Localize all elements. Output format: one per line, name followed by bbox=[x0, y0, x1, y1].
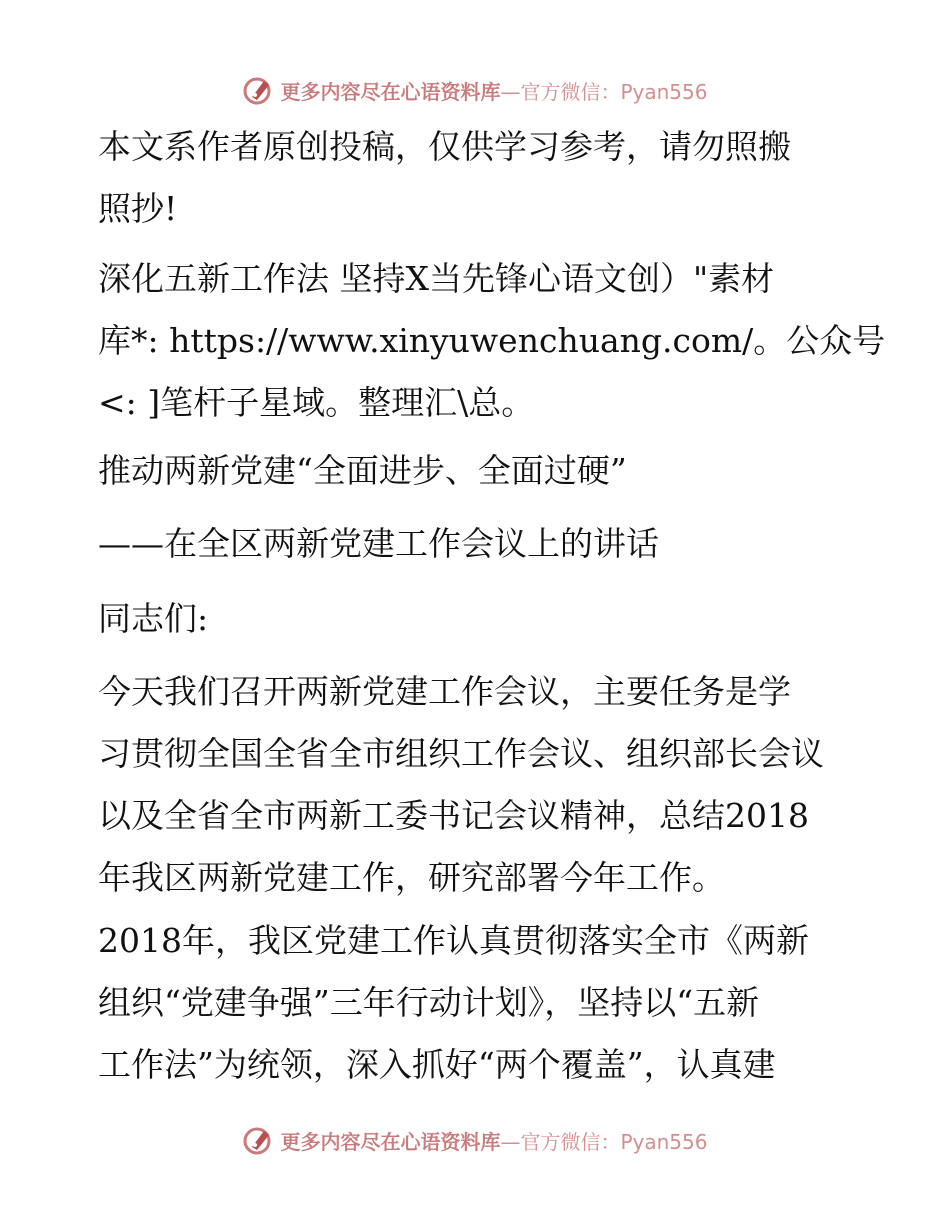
text-line: 今天我们召开两新党建工作会议，主要任务是学 bbox=[98, 672, 791, 711]
text-line: 同志们: bbox=[98, 599, 209, 638]
paragraph-disclaimer bbox=[98, 116, 858, 240]
document-subtitle bbox=[98, 513, 858, 575]
watermark-wechat-text: —官方微信：Pyan556 bbox=[500, 1129, 708, 1154]
watermark-footer bbox=[0, 1120, 950, 1160]
watermark-main-text: 更多内容尽在心语资料库 bbox=[280, 1129, 501, 1154]
paragraph-intro bbox=[98, 661, 858, 909]
pen-nib-logo-icon bbox=[242, 1123, 276, 1157]
text-line: 组织“党建争强”三年行动计划》，坚持以“五新 bbox=[98, 983, 760, 1022]
text-line: <: ]笔杆子星域。整理汇\总。 bbox=[98, 383, 535, 422]
text-line: 2018年，我区党建工作认真贯彻落实全市《两新 bbox=[98, 921, 809, 960]
text-line: 推动两新党建“全面进步、全面过硬” bbox=[98, 451, 627, 490]
text-line: 习贯彻全国全省全市组织工作会议、组织部长会议 bbox=[98, 734, 824, 773]
text-line: 深化五新工作法 坚持X当先锋心语文创）"素材 bbox=[98, 259, 775, 298]
text-line: 库*: https://www.xinyuwenchuang.com/。公众号 bbox=[98, 321, 886, 360]
salutation bbox=[98, 588, 858, 650]
watermark-wechat-text: —官方微信：Pyan556 bbox=[500, 79, 708, 104]
paragraph-2018-review bbox=[98, 910, 858, 1096]
text-line: 年我区两新党建工作，研究部署今年工作。 bbox=[98, 858, 725, 897]
text-line: 本文系作者原创投稿，仅供学习参考，请勿照搬 bbox=[98, 127, 791, 166]
text-line: ——在全区两新党建工作会议上的讲话 bbox=[98, 524, 659, 563]
watermark-main-text: 更多内容尽在心语资料库 bbox=[280, 79, 501, 104]
pen-nib-logo-icon bbox=[242, 73, 276, 107]
text-line: 照抄! bbox=[98, 189, 178, 228]
watermark-header bbox=[0, 70, 950, 110]
text-line: 工作法”为统领，深入抓好“两个覆盖”，认真建 bbox=[98, 1045, 776, 1084]
text-line: 以及全省全市两新工委书记会议精神，总结2018 bbox=[98, 796, 809, 835]
paragraph-source bbox=[98, 248, 886, 434]
document-title bbox=[98, 440, 858, 502]
